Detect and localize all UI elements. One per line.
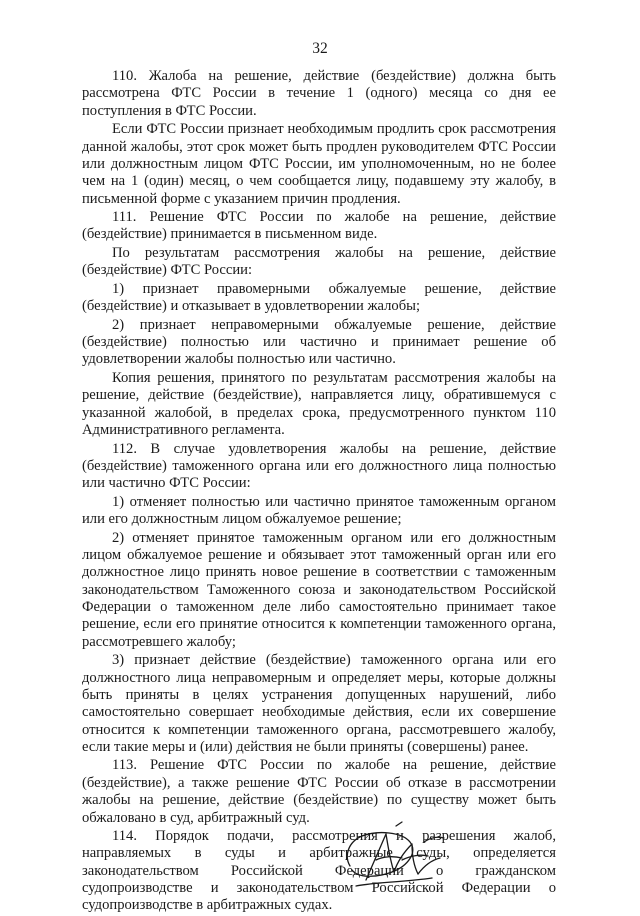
paragraph-111-item-1: 1) признает правомерными обжалуемые решение, действие (бездействие) и отказывает в удовлетворении жалобы; [82, 280, 556, 315]
paragraph-111-item-2: 2) признает неправомерными обжалуемые решение, действие (бездействие) полностью или частично и принимает решение об удовлетворении жалобы полностью или частично. [82, 316, 556, 368]
paragraph-112: 112. В случае удовлетворения жалобы на решение, действие (бездействие) таможенного органа или его должностного лица полностью или частично ФТС России: [82, 440, 556, 492]
paragraph-110: 110. Жалоба на решение, действие (бездействие) должна быть рассмотрена ФТС России в течение 1 (одного) месяца со дня ее поступления в ФТС России. [82, 68, 556, 119]
paragraph-110-extension: Если ФТС России признает необходимым продлить срок рассмотрения данной жалобы, этот срок может быть продлен руководителем ФТС России или должностным лицом ФТС России, им уполномоченным, но не более чем на 1 (один) месяц, о чем сообщается лицу, подавшему эту жалобу, в письменной форме с указанием причин продления. [82, 121, 556, 207]
paragraph-112-item-1: 1) отменяет полностью или частично принятое таможенным органом или его должностным лицом обжалуемое решение; [82, 493, 556, 528]
paragraph-114: 114. Порядок подачи, рассмотрения и разрешения жалоб, направляемых в суды и арбитражные суды, определяется законодательством Российской Федерации о гражданском судопроизводстве и законодательством Российской Федерации о судопроизводстве в арбитражных судах. [82, 828, 556, 914]
page-number: 32 [312, 40, 328, 57]
paragraph-111: 111. Решение ФТС России по жалобе на решение, действие (бездействие) принимается в письменном виде. [82, 209, 556, 243]
paragraph-111-results: По результатам рассмотрения жалобы на решение, действие (бездействие) ФТС России: [82, 245, 556, 279]
paragraph-112-item-2: 2) отменяет принятое таможенным органом или его должностным лицом обжалуемое решение и обязывает этот таможенный орган или его должностное лицо принять новое решение в соответствии с таможенным законодательством Таможенного союза и законодательством Российской Федерации о таможенном деле либо самостоятельно принимает такое решение, если его принятие относится к компетенции таможенного органа, рассмотревшего жалобу; [82, 529, 556, 650]
paragraph-111-copy: Копия решения, принятого по результатам рассмотрения жалобы на решение, действие (бездействие), направляется лицу, обратившемуся с указанной жалобой, в пределах срока, предусмотренного пунктом 110 Административного регламента. [82, 369, 556, 438]
paragraph-112-item-3: 3) признает действие (бездействие) таможенного органа или его должностного лица неправомерным и определяет меры, которые должны быть приняты в целях устранения допущенных нарушений, либо самостоятельно совершает необходимые действия, если их совершение относится к компетенции таможенного органа, рассмотревшего жалобу, если такие меры и (или) действия не были приняты (совершены) ранее. [82, 652, 556, 755]
document-body [82, 68, 556, 916]
handwritten-signature-icon [336, 820, 456, 900]
paragraph-113: 113. Решение ФТС России по жалобе на решение, действие (бездействие), а также решение ФТС России об отказе в рассмотрении жалобы на решение, действие (бездействие) по существу может быть обжаловано в суд, арбитражный суд. [82, 757, 556, 826]
